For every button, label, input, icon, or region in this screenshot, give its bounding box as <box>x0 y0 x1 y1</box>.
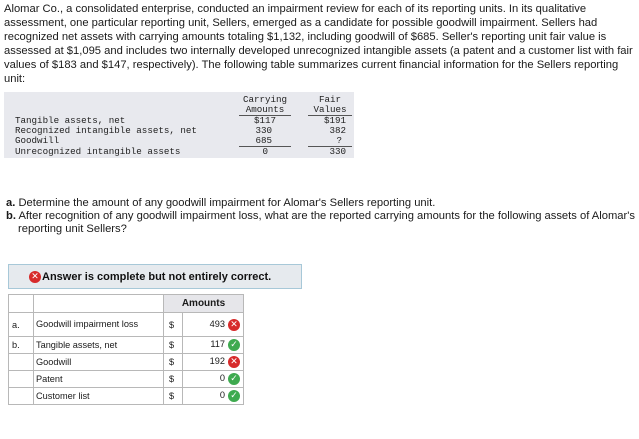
question-b <box>6 210 639 236</box>
fair-value: ? <box>336 135 342 146</box>
table-row <box>9 371 244 388</box>
row-label: Goodwill <box>34 354 164 371</box>
currency-symbol: $ <box>164 354 183 371</box>
answer-status-banner <box>8 264 302 289</box>
question-letter: a. <box>6 197 16 209</box>
row-label: Tangible assets, net <box>15 115 126 126</box>
carrying-value: 0 <box>262 146 268 157</box>
amount-input[interactable]: 117 ✓ <box>183 337 244 354</box>
x-circle-icon: ✕ <box>29 271 41 283</box>
part-label <box>9 388 34 405</box>
part-label <box>9 354 34 371</box>
currency-symbol: $ <box>164 388 183 405</box>
answer-status-text: Answer is complete but not entirely correct. <box>42 271 272 283</box>
row-label: Tangible assets, net <box>34 337 164 354</box>
table-row <box>9 313 244 337</box>
table-row <box>9 388 244 405</box>
row-label: Customer list <box>34 388 164 405</box>
carrying-value: $117 <box>253 115 276 126</box>
table-row <box>9 354 244 371</box>
row-label: Goodwill impairment loss <box>34 313 164 337</box>
row-label: Patent <box>34 371 164 388</box>
problem-intro: Alomar Co., a consolidated enterprise, conducted an impairment review for each of its reporting units. In its qualitative assessment, one particular reporting unit, Sellers, emerged as a candidate for possible goodwill impairment. Sellers had recognized net assets with carrying amounts totaling $1,132, including goodwill of $685. Seller's reporting unit fair value is assessed at $1,095 and includes two internally developed unrecognized intangible assets (a patent and a customer list with fair values of $183 and $147, respectively). The following table summarizes current financial information for the Sellers reporting unit: <box>4 3 633 86</box>
amount-input[interactable]: 493 ✕ <box>183 313 244 337</box>
financial-info-table <box>4 92 354 158</box>
carrying-value: 685 <box>255 135 272 146</box>
x-circle-icon: ✕ <box>228 319 240 331</box>
currency-symbol: $ <box>164 337 183 354</box>
currency-symbol: $ <box>164 313 183 337</box>
question-text: Determine the amount of any goodwill impairment for Alomar's Sellers reporting unit. <box>18 197 436 209</box>
check-circle-icon: ✓ <box>228 390 240 402</box>
carrying-value: 330 <box>255 125 272 136</box>
question-letter: b. <box>6 210 16 222</box>
row-label: Recognized intangible assets, net <box>15 125 197 136</box>
part-label: a. <box>9 313 34 337</box>
blank-header <box>34 295 164 313</box>
currency-symbol: $ <box>164 371 183 388</box>
fair-values-header: Fair Values <box>313 94 347 115</box>
fair-value: 382 <box>329 125 346 136</box>
x-circle-icon: ✕ <box>228 356 240 368</box>
amount-input[interactable]: 0 ✓ <box>183 371 244 388</box>
part-label: b. <box>9 337 34 354</box>
question-text: After recognition of any goodwill impairment loss, what are the reported carrying amounts for the following assets of Alomar's reporting unit Sellers? <box>18 210 635 235</box>
table-row <box>9 337 244 354</box>
row-label: Goodwill <box>15 135 60 146</box>
amount-input[interactable]: 192 ✕ <box>183 354 244 371</box>
check-circle-icon: ✓ <box>228 339 240 351</box>
answer-table <box>8 294 244 405</box>
fair-value: 330 <box>329 146 346 157</box>
row-label: Unrecognized intangible assets <box>15 146 181 157</box>
carrying-amounts-header: Carrying Amounts <box>242 94 288 115</box>
question-a <box>6 197 631 210</box>
blank-header <box>9 295 34 313</box>
check-circle-icon: ✓ <box>228 373 240 385</box>
amount-input[interactable]: 0 ✓ <box>183 388 244 405</box>
part-label <box>9 371 34 388</box>
fair-value: $191 <box>323 115 346 126</box>
amounts-header: Amounts <box>164 295 244 313</box>
